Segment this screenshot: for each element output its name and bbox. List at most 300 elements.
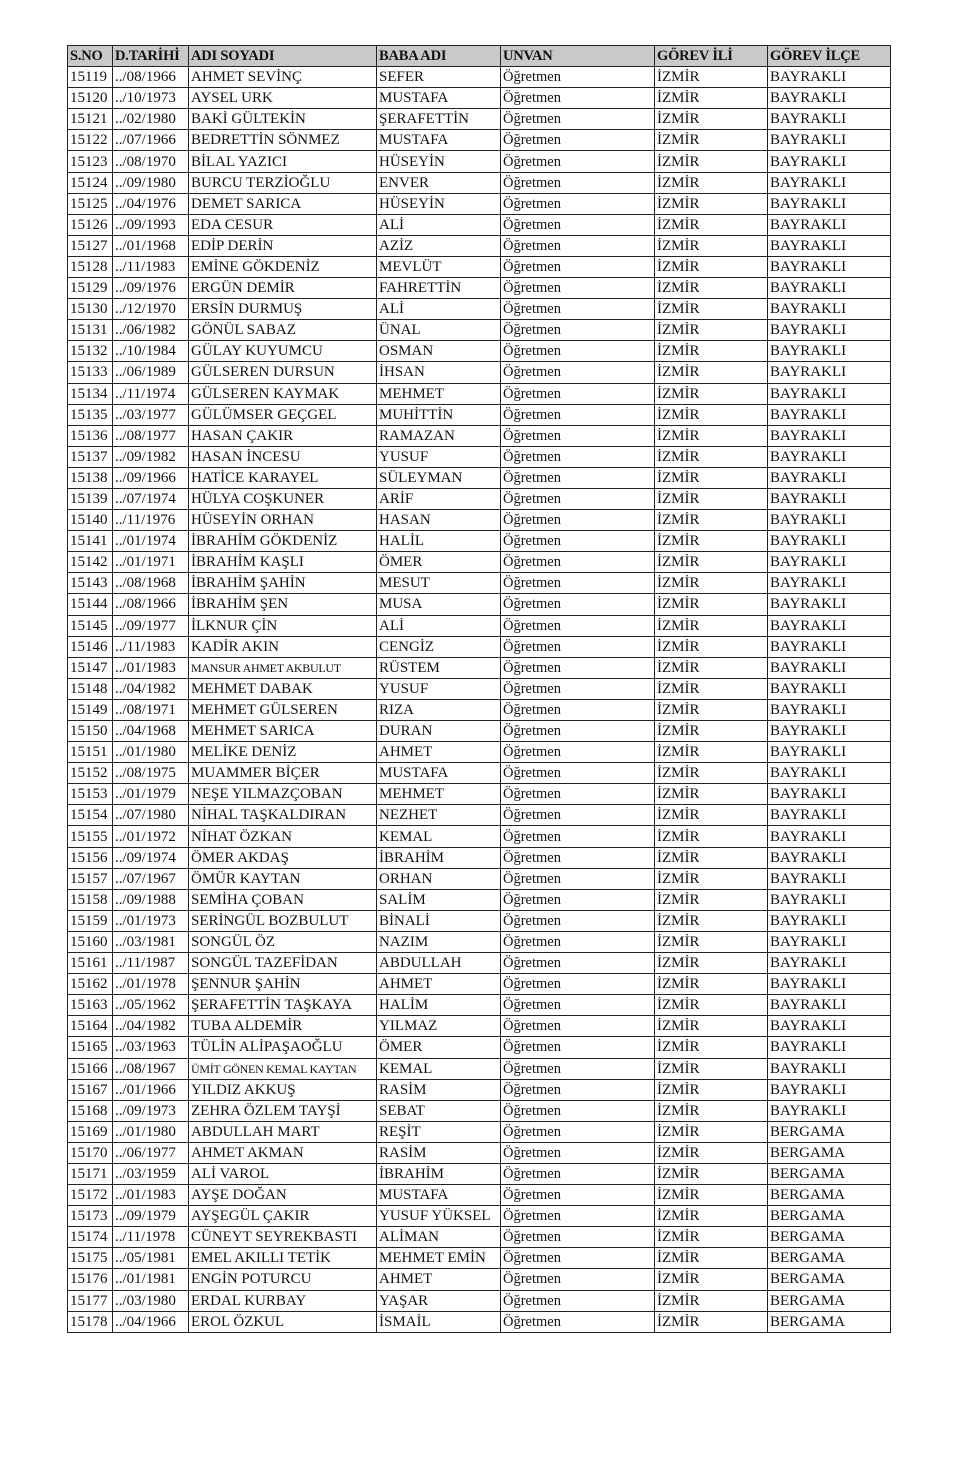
- father-name-cell: İBRAHİM: [377, 847, 501, 868]
- father-name-cell: MUSTAFA: [377, 88, 501, 109]
- district-cell: BAYRAKLI: [768, 256, 891, 277]
- district-cell: BAYRAKLI: [768, 1016, 891, 1037]
- sno-cell: 15163: [68, 995, 113, 1016]
- table-row: [68, 151, 891, 172]
- province-cell: İZMİR: [655, 763, 768, 784]
- header-birth-date: D.TARİHİ: [113, 46, 189, 67]
- table-row: [68, 995, 891, 1016]
- birth-date-cell: ../01/1973: [113, 910, 189, 931]
- birth-date-cell: ../09/1979: [113, 1206, 189, 1227]
- birth-date-cell: ../06/1989: [113, 362, 189, 383]
- full-name-cell: MANSUR AHMET AKBULUT: [189, 657, 377, 678]
- sno-cell: 15139: [68, 488, 113, 509]
- table-row: [68, 721, 891, 742]
- sno-cell: 15154: [68, 805, 113, 826]
- father-name-cell: DURAN: [377, 721, 501, 742]
- full-name-cell: AHMET SEVİNÇ: [189, 67, 377, 88]
- birth-date-cell: ../09/1980: [113, 172, 189, 193]
- father-name-cell: SÜLEYMAN: [377, 467, 501, 488]
- personnel-list-sheet: [67, 45, 890, 1333]
- full-name-cell: İBRAHİM ŞEN: [189, 594, 377, 615]
- father-name-cell: MUSTAFA: [377, 1185, 501, 1206]
- title-cell: Öğretmen: [501, 594, 655, 615]
- province-cell: İZMİR: [655, 784, 768, 805]
- title-cell: Öğretmen: [501, 1269, 655, 1290]
- father-name-cell: ENVER: [377, 172, 501, 193]
- title-cell: Öğretmen: [501, 868, 655, 889]
- table-row: [68, 615, 891, 636]
- title-cell: Öğretmen: [501, 573, 655, 594]
- birth-date-cell: ../01/1971: [113, 552, 189, 573]
- full-name-cell: AYSEL URK: [189, 88, 377, 109]
- father-name-cell: HALİM: [377, 995, 501, 1016]
- title-cell: Öğretmen: [501, 109, 655, 130]
- title-cell: Öğretmen: [501, 889, 655, 910]
- sno-cell: 15169: [68, 1121, 113, 1142]
- table-row: [68, 193, 891, 214]
- birth-date-cell: ../06/1982: [113, 320, 189, 341]
- table-row: [68, 510, 891, 531]
- birth-date-cell: ../01/1968: [113, 235, 189, 256]
- birth-date-cell: ../08/1967: [113, 1058, 189, 1079]
- birth-date-cell: ../07/1966: [113, 130, 189, 151]
- header-sno: S.NO: [68, 46, 113, 67]
- province-cell: İZMİR: [655, 805, 768, 826]
- table-body: [68, 67, 891, 1333]
- birth-date-cell: ../09/1976: [113, 278, 189, 299]
- province-cell: İZMİR: [655, 1037, 768, 1058]
- title-cell: Öğretmen: [501, 299, 655, 320]
- sno-cell: 15141: [68, 531, 113, 552]
- title-cell: Öğretmen: [501, 1079, 655, 1100]
- father-name-cell: RASİM: [377, 1079, 501, 1100]
- full-name-cell: HATİCE KARAYEL: [189, 467, 377, 488]
- province-cell: İZMİR: [655, 67, 768, 88]
- father-name-cell: MEVLÜT: [377, 256, 501, 277]
- birth-date-cell: ../03/1981: [113, 931, 189, 952]
- table-row: [68, 172, 891, 193]
- title-cell: Öğretmen: [501, 320, 655, 341]
- title-cell: Öğretmen: [501, 974, 655, 995]
- father-name-cell: İHSAN: [377, 362, 501, 383]
- table-row: [68, 826, 891, 847]
- province-cell: İZMİR: [655, 1311, 768, 1332]
- table-row: [68, 552, 891, 573]
- header-father-name: BABA ADI: [377, 46, 501, 67]
- father-name-cell: AHMET: [377, 742, 501, 763]
- full-name-cell: NİHAT ÖZKAN: [189, 826, 377, 847]
- table-row: [68, 974, 891, 995]
- sno-cell: 15129: [68, 278, 113, 299]
- full-name-cell: SONGÜL ÖZ: [189, 931, 377, 952]
- title-cell: Öğretmen: [501, 910, 655, 931]
- district-cell: BAYRAKLI: [768, 467, 891, 488]
- full-name-cell: ERGÜN DEMİR: [189, 278, 377, 299]
- district-cell: BAYRAKLI: [768, 531, 891, 552]
- province-cell: İZMİR: [655, 1185, 768, 1206]
- father-name-cell: MEHMET EMİN: [377, 1248, 501, 1269]
- father-name-cell: REŞİT: [377, 1121, 501, 1142]
- district-cell: BAYRAKLI: [768, 320, 891, 341]
- table-row: [68, 130, 891, 151]
- district-cell: BERGAMA: [768, 1206, 891, 1227]
- sno-cell: 15155: [68, 826, 113, 847]
- birth-date-cell: ../04/1966: [113, 1311, 189, 1332]
- district-cell: BAYRAKLI: [768, 235, 891, 256]
- province-cell: İZMİR: [655, 1163, 768, 1184]
- district-cell: BERGAMA: [768, 1163, 891, 1184]
- birth-date-cell: ../05/1962: [113, 995, 189, 1016]
- birth-date-cell: ../08/1968: [113, 573, 189, 594]
- table-row: [68, 868, 891, 889]
- title-cell: Öğretmen: [501, 995, 655, 1016]
- full-name-cell: GÜLÜMSER GEÇGEL: [189, 404, 377, 425]
- province-cell: İZMİR: [655, 383, 768, 404]
- table-row: [68, 1227, 891, 1248]
- sno-cell: 15130: [68, 299, 113, 320]
- title-cell: Öğretmen: [501, 1037, 655, 1058]
- father-name-cell: HASAN: [377, 510, 501, 531]
- father-name-cell: YUSUF: [377, 446, 501, 467]
- province-cell: İZMİR: [655, 446, 768, 467]
- sno-cell: 15136: [68, 425, 113, 446]
- father-name-cell: MEHMET: [377, 784, 501, 805]
- title-cell: Öğretmen: [501, 130, 655, 151]
- birth-date-cell: ../01/1974: [113, 531, 189, 552]
- sno-cell: 15124: [68, 172, 113, 193]
- province-cell: İZMİR: [655, 1121, 768, 1142]
- sno-cell: 15146: [68, 636, 113, 657]
- sno-cell: 15151: [68, 742, 113, 763]
- full-name-cell: HÜSEYİN ORHAN: [189, 510, 377, 531]
- district-cell: BAYRAKLI: [768, 889, 891, 910]
- title-cell: Öğretmen: [501, 657, 655, 678]
- birth-date-cell: ../03/1977: [113, 404, 189, 425]
- father-name-cell: ORHAN: [377, 868, 501, 889]
- full-name-cell: BİLAL YAZICI: [189, 151, 377, 172]
- birth-date-cell: ../11/1974: [113, 383, 189, 404]
- district-cell: BAYRAKLI: [768, 573, 891, 594]
- full-name-cell: NEŞE YILMAZÇOBAN: [189, 784, 377, 805]
- title-cell: Öğretmen: [501, 1227, 655, 1248]
- table-row: [68, 1185, 891, 1206]
- birth-date-cell: ../04/1982: [113, 678, 189, 699]
- table-row: [68, 425, 891, 446]
- province-cell: İZMİR: [655, 889, 768, 910]
- full-name-cell: CÜNEYT SEYREKBASTI: [189, 1227, 377, 1248]
- title-cell: Öğretmen: [501, 383, 655, 404]
- sno-cell: 15153: [68, 784, 113, 805]
- full-name-cell: GÜLSEREN KAYMAK: [189, 383, 377, 404]
- birth-date-cell: ../01/1979: [113, 784, 189, 805]
- father-name-cell: SEBAT: [377, 1100, 501, 1121]
- title-cell: Öğretmen: [501, 678, 655, 699]
- full-name-cell: SONGÜL TAZEFİDAN: [189, 953, 377, 974]
- title-cell: Öğretmen: [501, 172, 655, 193]
- table-row: [68, 573, 891, 594]
- birth-date-cell: ../11/1983: [113, 636, 189, 657]
- birth-date-cell: ../09/1982: [113, 446, 189, 467]
- father-name-cell: MUHİTTİN: [377, 404, 501, 425]
- birth-date-cell: ../04/1982: [113, 1016, 189, 1037]
- province-cell: İZMİR: [655, 1248, 768, 1269]
- province-cell: İZMİR: [655, 974, 768, 995]
- province-cell: İZMİR: [655, 678, 768, 699]
- sno-cell: 15140: [68, 510, 113, 531]
- title-cell: Öğretmen: [501, 699, 655, 720]
- sno-cell: 15159: [68, 910, 113, 931]
- sno-cell: 15147: [68, 657, 113, 678]
- birth-date-cell: ../06/1977: [113, 1142, 189, 1163]
- title-cell: Öğretmen: [501, 805, 655, 826]
- full-name-cell: ZEHRA ÖZLEM TAYŞİ: [189, 1100, 377, 1121]
- birth-date-cell: ../03/1963: [113, 1037, 189, 1058]
- father-name-cell: SALİM: [377, 889, 501, 910]
- full-name-cell: SERİNGÜL BOZBULUT: [189, 910, 377, 931]
- birth-date-cell: ../04/1976: [113, 193, 189, 214]
- province-cell: İZMİR: [655, 341, 768, 362]
- table-row: [68, 235, 891, 256]
- title-cell: Öğretmen: [501, 67, 655, 88]
- title-cell: Öğretmen: [501, 931, 655, 952]
- table-row: [68, 784, 891, 805]
- full-name-cell: BURCU TERZİOĞLU: [189, 172, 377, 193]
- birth-date-cell: ../08/1966: [113, 67, 189, 88]
- district-cell: BAYRAKLI: [768, 88, 891, 109]
- province-cell: İZMİR: [655, 868, 768, 889]
- table-header-row: [68, 46, 891, 67]
- full-name-cell: İLKNUR ÇİN: [189, 615, 377, 636]
- district-cell: BAYRAKLI: [768, 425, 891, 446]
- province-cell: İZMİR: [655, 1206, 768, 1227]
- father-name-cell: RÜSTEM: [377, 657, 501, 678]
- title-cell: Öğretmen: [501, 1142, 655, 1163]
- province-cell: İZMİR: [655, 151, 768, 172]
- table-row: [68, 931, 891, 952]
- sno-cell: 15170: [68, 1142, 113, 1163]
- province-cell: İZMİR: [655, 910, 768, 931]
- district-cell: BAYRAKLI: [768, 953, 891, 974]
- title-cell: Öğretmen: [501, 784, 655, 805]
- district-cell: BAYRAKLI: [768, 931, 891, 952]
- table-row: [68, 1121, 891, 1142]
- sno-cell: 15160: [68, 931, 113, 952]
- sno-cell: 15144: [68, 594, 113, 615]
- district-cell: BERGAMA: [768, 1121, 891, 1142]
- district-cell: BAYRAKLI: [768, 615, 891, 636]
- title-cell: Öğretmen: [501, 341, 655, 362]
- father-name-cell: MESUT: [377, 573, 501, 594]
- province-cell: İZMİR: [655, 130, 768, 151]
- district-cell: BAYRAKLI: [768, 763, 891, 784]
- table-row: [68, 404, 891, 425]
- district-cell: BAYRAKLI: [768, 742, 891, 763]
- sno-cell: 15177: [68, 1290, 113, 1311]
- full-name-cell: EDİP DERİN: [189, 235, 377, 256]
- district-cell: BAYRAKLI: [768, 678, 891, 699]
- district-cell: BERGAMA: [768, 1290, 891, 1311]
- birth-date-cell: ../11/1987: [113, 953, 189, 974]
- full-name-cell: MEHMET SARICA: [189, 721, 377, 742]
- province-cell: İZMİR: [655, 721, 768, 742]
- full-name-cell: ABDULLAH MART: [189, 1121, 377, 1142]
- father-name-cell: İBRAHİM: [377, 1163, 501, 1184]
- sno-cell: 15158: [68, 889, 113, 910]
- table-row: [68, 1142, 891, 1163]
- sno-cell: 15120: [68, 88, 113, 109]
- district-cell: BAYRAKLI: [768, 488, 891, 509]
- header-district: GÖREV İLÇE: [768, 46, 891, 67]
- birth-date-cell: ../09/1993: [113, 214, 189, 235]
- province-cell: İZMİR: [655, 1142, 768, 1163]
- province-cell: İZMİR: [655, 404, 768, 425]
- title-cell: Öğretmen: [501, 404, 655, 425]
- father-name-cell: RAMAZAN: [377, 425, 501, 446]
- title-cell: Öğretmen: [501, 488, 655, 509]
- sno-cell: 15137: [68, 446, 113, 467]
- full-name-cell: ÖMÜR KAYTAN: [189, 868, 377, 889]
- title-cell: Öğretmen: [501, 953, 655, 974]
- sno-cell: 15131: [68, 320, 113, 341]
- sno-cell: 15133: [68, 362, 113, 383]
- title-cell: Öğretmen: [501, 1206, 655, 1227]
- birth-date-cell: ../07/1980: [113, 805, 189, 826]
- table-row: [68, 1269, 891, 1290]
- full-name-cell: GÖNÜL SABAZ: [189, 320, 377, 341]
- title-cell: Öğretmen: [501, 721, 655, 742]
- father-name-cell: ALİ: [377, 615, 501, 636]
- district-cell: BAYRAKLI: [768, 214, 891, 235]
- district-cell: BERGAMA: [768, 1142, 891, 1163]
- title-cell: Öğretmen: [501, 278, 655, 299]
- title-cell: Öğretmen: [501, 256, 655, 277]
- full-name-cell: EMEL AKILLI TETİK: [189, 1248, 377, 1269]
- full-name-cell: YILDIZ AKKUŞ: [189, 1079, 377, 1100]
- sno-cell: 15119: [68, 67, 113, 88]
- father-name-cell: İSMAİL: [377, 1311, 501, 1332]
- title-cell: Öğretmen: [501, 1290, 655, 1311]
- district-cell: BAYRAKLI: [768, 826, 891, 847]
- sno-cell: 15134: [68, 383, 113, 404]
- title-cell: Öğretmen: [501, 552, 655, 573]
- district-cell: BAYRAKLI: [768, 67, 891, 88]
- birth-date-cell: ../08/1970: [113, 151, 189, 172]
- sno-cell: 15148: [68, 678, 113, 699]
- table-row: [68, 678, 891, 699]
- full-name-cell: AYŞEGÜL ÇAKIR: [189, 1206, 377, 1227]
- title-cell: Öğretmen: [501, 1100, 655, 1121]
- father-name-cell: YUSUF: [377, 678, 501, 699]
- table-row: [68, 256, 891, 277]
- table-row: [68, 1079, 891, 1100]
- birth-date-cell: ../11/1976: [113, 510, 189, 531]
- district-cell: BAYRAKLI: [768, 130, 891, 151]
- province-cell: İZMİR: [655, 172, 768, 193]
- father-name-cell: ARİF: [377, 488, 501, 509]
- title-cell: Öğretmen: [501, 193, 655, 214]
- full-name-cell: ALİ VAROL: [189, 1163, 377, 1184]
- sno-cell: 15128: [68, 256, 113, 277]
- title-cell: Öğretmen: [501, 531, 655, 552]
- province-cell: İZMİR: [655, 1290, 768, 1311]
- district-cell: BERGAMA: [768, 1185, 891, 1206]
- father-name-cell: YUSUF YÜKSEL: [377, 1206, 501, 1227]
- table-row: [68, 657, 891, 678]
- full-name-cell: HÜLYA COŞKUNER: [189, 488, 377, 509]
- province-cell: İZMİR: [655, 615, 768, 636]
- district-cell: BAYRAKLI: [768, 847, 891, 868]
- sno-cell: 15171: [68, 1163, 113, 1184]
- birth-date-cell: ../01/1983: [113, 1185, 189, 1206]
- full-name-cell: ÜMİT GÖNEN KEMAL KAYTAN: [189, 1058, 377, 1079]
- province-cell: İZMİR: [655, 109, 768, 130]
- province-cell: İZMİR: [655, 278, 768, 299]
- table-row: [68, 1290, 891, 1311]
- province-cell: İZMİR: [655, 193, 768, 214]
- father-name-cell: BİNALİ: [377, 910, 501, 931]
- sno-cell: 15135: [68, 404, 113, 425]
- full-name-cell: HASAN ÇAKIR: [189, 425, 377, 446]
- sno-cell: 15138: [68, 467, 113, 488]
- district-cell: BAYRAKLI: [768, 109, 891, 130]
- table-row: [68, 1058, 891, 1079]
- birth-date-cell: ../09/1973: [113, 1100, 189, 1121]
- sno-cell: 15162: [68, 974, 113, 995]
- district-cell: BAYRAKLI: [768, 868, 891, 889]
- sno-cell: 15173: [68, 1206, 113, 1227]
- father-name-cell: FAHRETTİN: [377, 278, 501, 299]
- province-cell: İZMİR: [655, 425, 768, 446]
- full-name-cell: KADİR AKIN: [189, 636, 377, 657]
- full-name-cell: ERDAL KURBAY: [189, 1290, 377, 1311]
- province-cell: İZMİR: [655, 573, 768, 594]
- table-row: [68, 742, 891, 763]
- district-cell: BAYRAKLI: [768, 510, 891, 531]
- header-province: GÖREV İLİ: [655, 46, 768, 67]
- father-name-cell: RASİM: [377, 1142, 501, 1163]
- birth-date-cell: ../09/1977: [113, 615, 189, 636]
- district-cell: BAYRAKLI: [768, 1058, 891, 1079]
- province-cell: İZMİR: [655, 320, 768, 341]
- province-cell: İZMİR: [655, 1269, 768, 1290]
- province-cell: İZMİR: [655, 742, 768, 763]
- district-cell: BAYRAKLI: [768, 552, 891, 573]
- district-cell: BAYRAKLI: [768, 1079, 891, 1100]
- district-cell: BAYRAKLI: [768, 636, 891, 657]
- table-row: [68, 109, 891, 130]
- father-name-cell: MUSTAFA: [377, 130, 501, 151]
- table-row: [68, 383, 891, 404]
- birth-date-cell: ../01/1981: [113, 1269, 189, 1290]
- district-cell: BAYRAKLI: [768, 299, 891, 320]
- full-name-cell: EROL ÖZKUL: [189, 1311, 377, 1332]
- birth-date-cell: ../11/1983: [113, 256, 189, 277]
- sno-cell: 15178: [68, 1311, 113, 1332]
- sno-cell: 15164: [68, 1016, 113, 1037]
- full-name-cell: ÖMER AKDAŞ: [189, 847, 377, 868]
- father-name-cell: ÖMER: [377, 552, 501, 573]
- province-cell: İZMİR: [655, 1016, 768, 1037]
- father-name-cell: MUSA: [377, 594, 501, 615]
- district-cell: BAYRAKLI: [768, 172, 891, 193]
- table-row: [68, 1100, 891, 1121]
- father-name-cell: KEMAL: [377, 1058, 501, 1079]
- title-cell: Öğretmen: [501, 847, 655, 868]
- table-row: [68, 953, 891, 974]
- father-name-cell: OSMAN: [377, 341, 501, 362]
- birth-date-cell: ../10/1984: [113, 341, 189, 362]
- district-cell: BERGAMA: [768, 1227, 891, 1248]
